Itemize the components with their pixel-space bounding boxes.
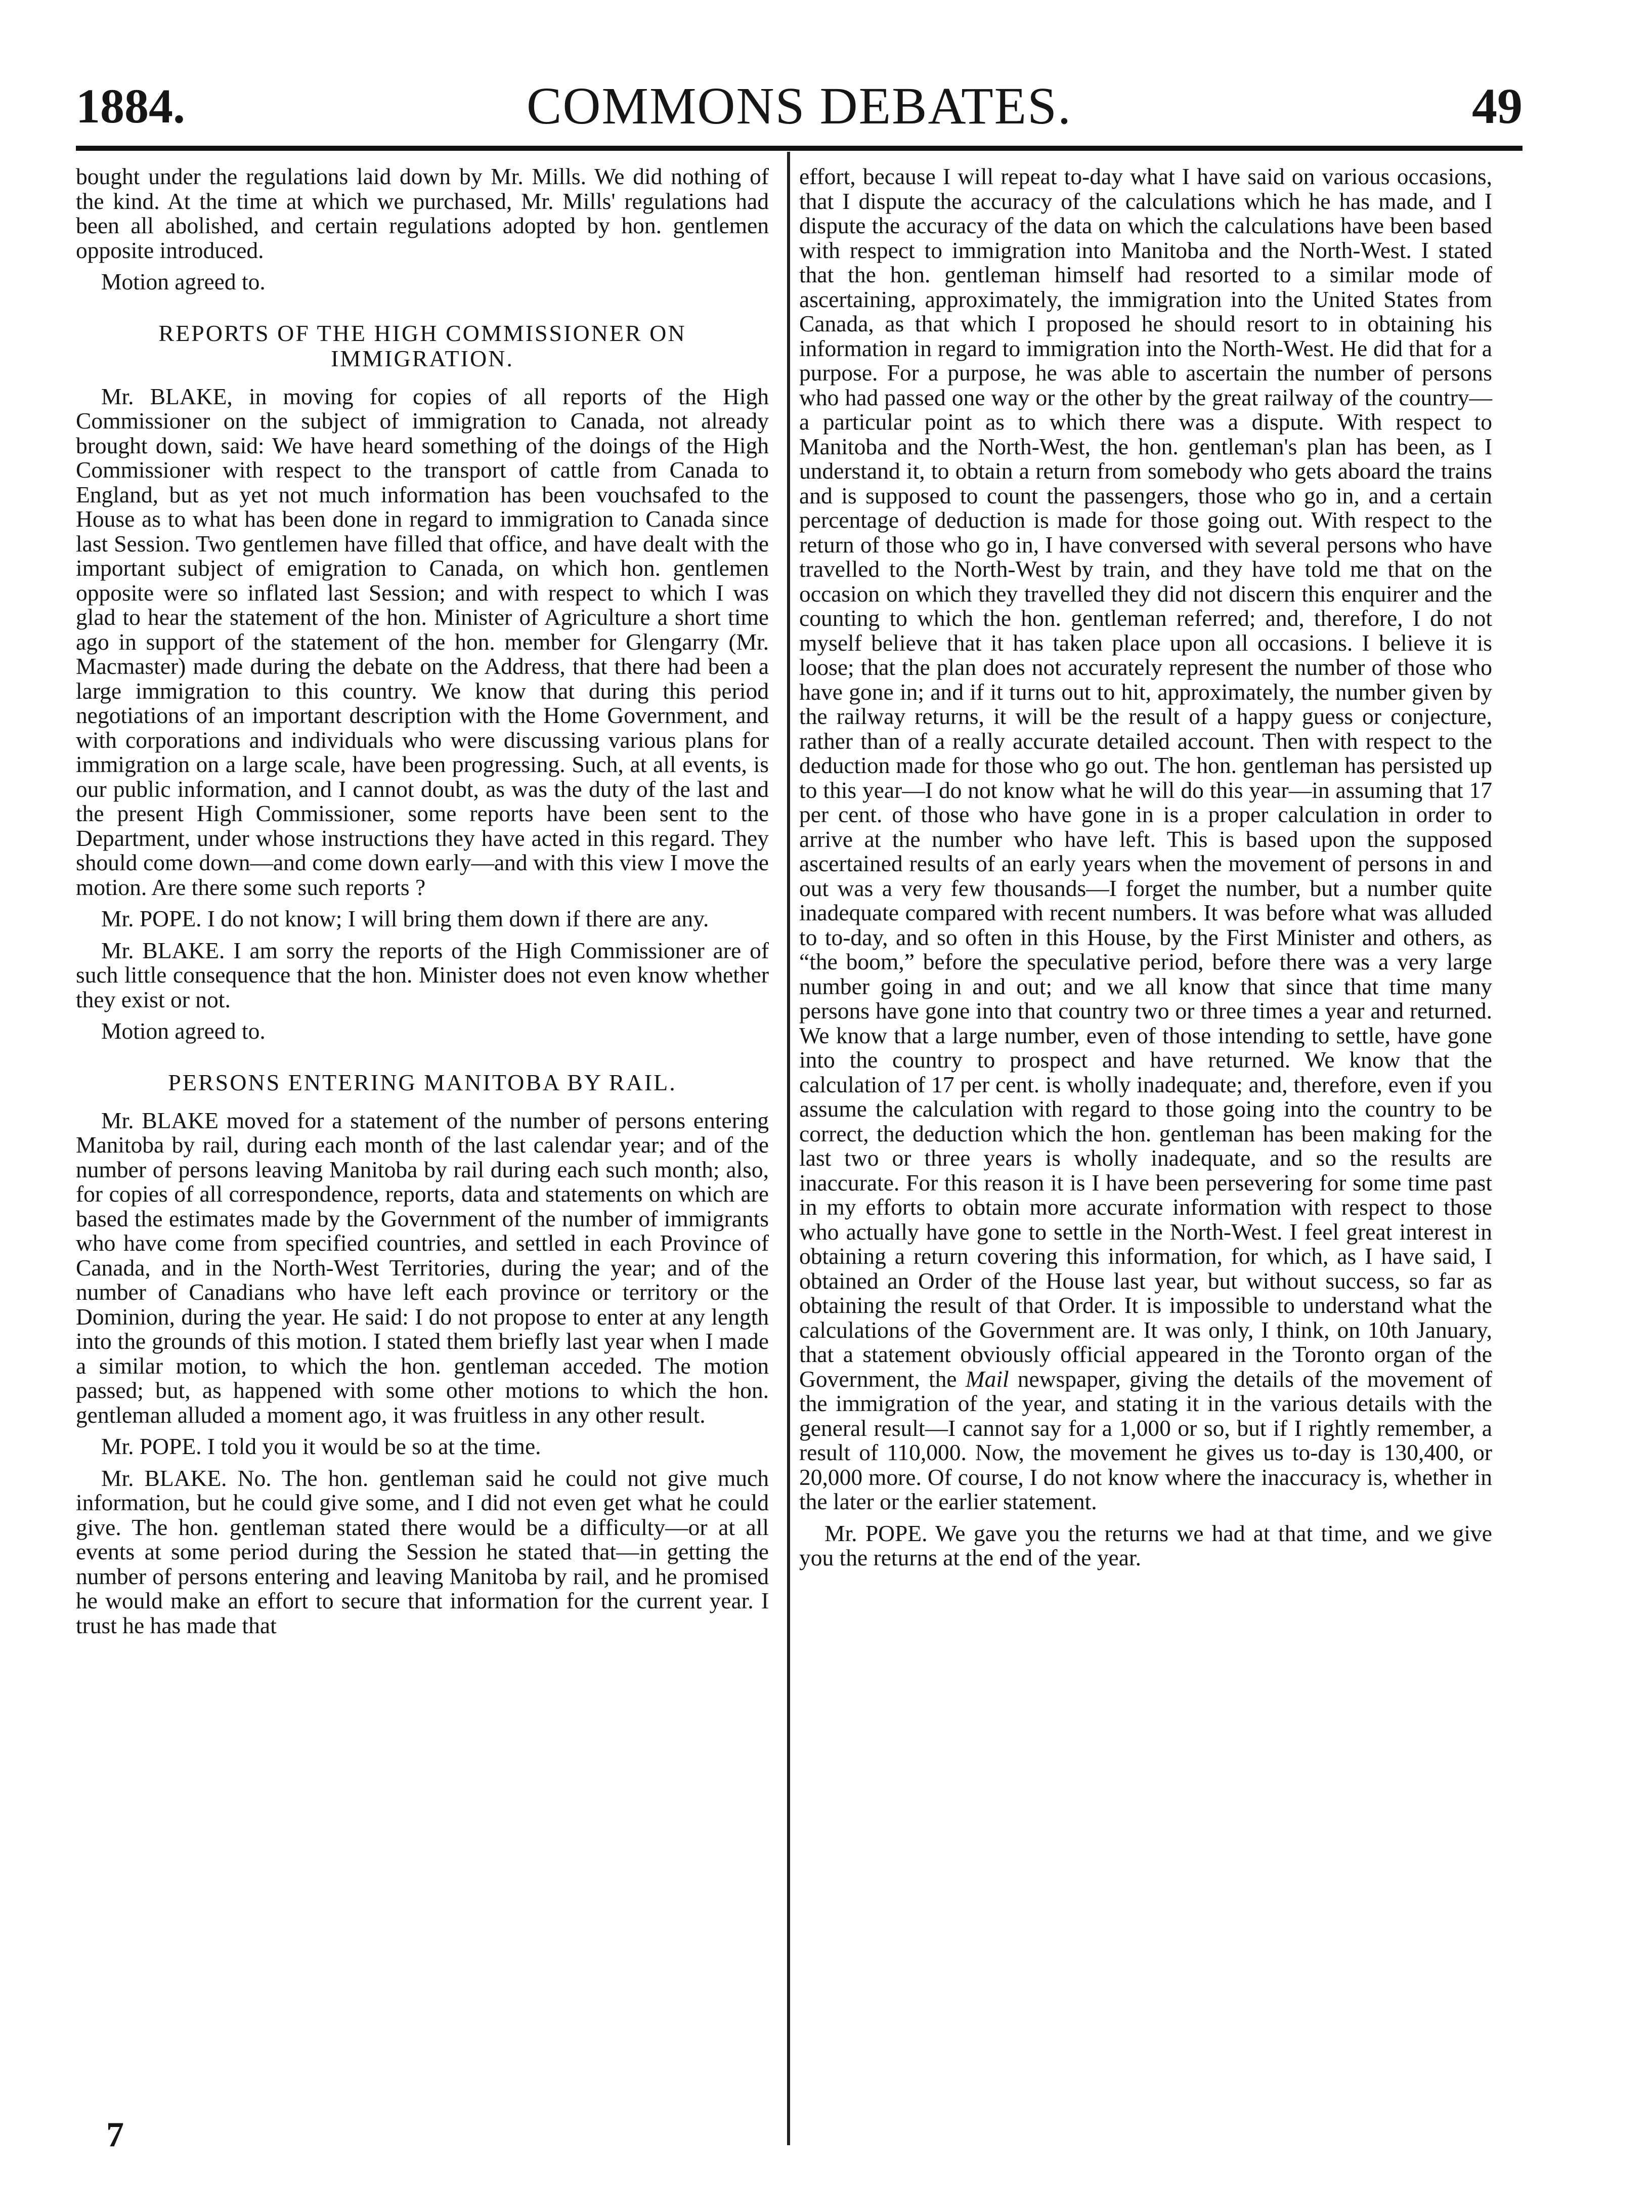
newspaper-name: Mail: [965, 1366, 1009, 1392]
section-heading: PERSONS ENTERING MANITOBA BY RAIL.: [168, 1069, 677, 1095]
publication-title: COMMONS DEBATES.: [527, 77, 1072, 135]
paragraph: Mr. BLAKE, in moving for copies of all reports of the High Commissioner on the subject of immigration to Canada, not already brought down, said: We have heard something of the doings of the High Commissioner with respect to the transport of cattle from Canada to England, but as yet not much information has been vouchsafed to the House as to what has been done in regard to immigration to Canada since last Session. Two gentlemen have filled that office, and have dealt with the important subject of emigration to Canada, on which hon. gentlemen opposite were so inflated last Session; and with respect to which I was glad to hear the statement of the hon. Minister of Agriculture a short time ago in support of the statement of the hon. member for Glengarry (Mr. Macmaster) made during the debate on the Address, that there had been a large immigration to this country. We know that during this period negotiations of an important description with the Home Government, and with corporations and individuals who were discussing various plans for immigration on a large scale, have been progressing. Such, at all events, is our public information, and I cannot doubt, as was the duty of the last and the present High Commissioner, some reports have been sent to the Department, under whose instructions they have acted in this regard. They should come down—and come down early—and with this view I move the motion. Are there some such reports ?: [76, 383, 769, 900]
paragraph-text: effort, because I will repeat to-day what I have said on various occasions, that I dispute the accuracy of the calculations which he has made, and I dispute the accuracy of the data on which the calculations have been based with respect to immigration into Manitoba and the North-West. I stated that the hon. gentleman himself had resorted to a similar mode of ascertaining, approximately, the immigration into the United States from Canada, as that which I proposed he should resort to in obtaining his information in regard to immigration into the North-West. He did that for a purpose. For a purpose, he was able to ascertain the number of persons who had passed one way or the other by the great railway of the country—a particular point as to which there was a dispute. With respect to Manitoba and the North-West, the hon. gentleman's plan has been, as I understand it, to obtain a return from somebody who gets aboard the trains and is supposed to count the passengers, those who go in, and a certain percentage of deduction is made for those going out. With respect to the return of those who go in, I have conversed with several persons who have travelled to the North-West by train, and they have told me that on the occasion on which they travelled they did not discern this enquirer and the counting to which the hon. gentleman referred; and, therefore, I do not myself believe that it has taken place upon all occasions. I believe it is loose; that the plan does not accurately represent the number of those who have gone in; and if it turns out to hit, approximately, the number given by the railway returns, it will be the result of a happy guess or conjecture, rather than of a really accurate detailed account. Then with respect to the deduction made for those who go out. The hon. gentleman has persisted up to this year—I do not know what he will do this year—in assuming that 17 per cent. of those who have gone in is a proper calculation in order to arrive at the number who have left. This is based upon the supposed ascertained results of an early years when the movement of persons in and out was a very few thousands—I forget the number, but a number quite inadequate compared with recent numbers. It was before what was alluded to to-day, and so often in this House, by the First Minister and others, as “the boom,” before the speculative period, before there was a very large number going in and out; and we all know that since that time many persons have gone into that country two or three times a year and returned. We know that a large number, even of those intending to settle, have gone into the country to prospect and have returned. We know that the calculation of 17 per cent. is wholly inadequate; and, therefore, even if you assume the calculation with regard to those going into the country to be correct, the deduction which the hon. gentleman has been making for the last two or three years is wholly inadequate, and so the results are inaccurate. For this reason it is I have been persevering for some time past in my efforts to obtain more accurate information with respect to those who actually have gone to settle in the North-West. I feel great interest in obtaining a return covering this information, for which, as I have said, I obtained an Order of the House last year, but without success, so far as obtaining the result of that Order. It is impossible to understand what the calculations of the Government are. It was only, I think, on 10th January, that a statement obviously official appeared in the Toronto organ of the Government, the: [799, 163, 1492, 1392]
paragraph: Mr. POPE. I told you it would be so at the time.: [101, 1433, 541, 1459]
paragraph: Mr. BLAKE. No. The hon. gentleman said he could not give much information, but he could give some, and I did not even get what he could give. The hon. gentleman stated there would be a difficulty—or at all events at some period during the Session he stated that—in getting the number of persons entering and leaving Manitoba by rail, and he promised he would make an effort to secure that information for the current year. I trust he has made that: [76, 1465, 769, 1638]
paragraph: Mr. BLAKE. I am sorry the reports of the High Commissioner are of such little consequence that the hon. Minister does not even know whether they exist or not.: [76, 937, 769, 1012]
running-header: [76, 68, 1523, 144]
paragraph: Mr. BLAKE moved for a statement of the number of persons entering Manitoba by rail, during each month of the last calendar year; and of the number of persons leaving Manitoba by rail during each such month; also, for copies of all correspondence, reports, data and statements on which are based the estimates made by the Government of the number of immigrants who have come from specified countries, and settled in each Province of Canada, and in the North-West Territories, during the year; and of the number of Canadians who have left each province or territory or the Dominion, during the year. He said: I do not propose to enter at any length into the grounds of this motion. I stated them briefly last year when I made a similar motion, to which the hon. gentleman acceded. The motion passed; but, as happened with some other motions to which the hon. gentleman alluded a moment ago, it was fruitless in any other result.: [76, 1107, 769, 1428]
column-divider: [787, 152, 790, 2145]
paragraph: [799, 164, 1492, 1514]
paragraph: Motion agreed to.: [101, 1018, 266, 1044]
paragraph: Mr. POPE. I do not know; I will bring them down if there are any.: [101, 906, 709, 931]
signature-mark: 7: [106, 2115, 124, 2154]
paragraph-text: newspaper, giving the details of the movement of the immigration of the year, and stating it in the various details with the general result—I cannot say for a 1,000 or so, but if I rightly remember, a result of 110,000. Now, the movement he gives us to-day is 130,400, or 20,000 more. Of course, I do not know where the inaccuracy is, whether in the later or the earlier statement.: [799, 1366, 1492, 1514]
header-rule: [76, 146, 1523, 151]
page-number: 49: [1472, 78, 1523, 134]
paragraph: bought under the regulations laid down by Mr. Mills. We did nothing of the kind. At the time at which we purchased, Mr. Mills' regulations had been all abolished, and certain regulations adopted by hon. gentlemen opposite introduced.: [76, 163, 769, 263]
left-column: [76, 164, 769, 1645]
header-year: 1884.: [76, 79, 185, 133]
paragraph: Motion agreed to.: [101, 269, 266, 294]
right-column: [799, 164, 1492, 1578]
section-heading: REPORTS OF THE HIGH COMMISSIONER ON IMMIGRATION.: [158, 320, 686, 371]
paragraph: Mr. POPE. We gave you the returns we had at that time, and we give you the returns at the end of the year.: [799, 1520, 1492, 1570]
